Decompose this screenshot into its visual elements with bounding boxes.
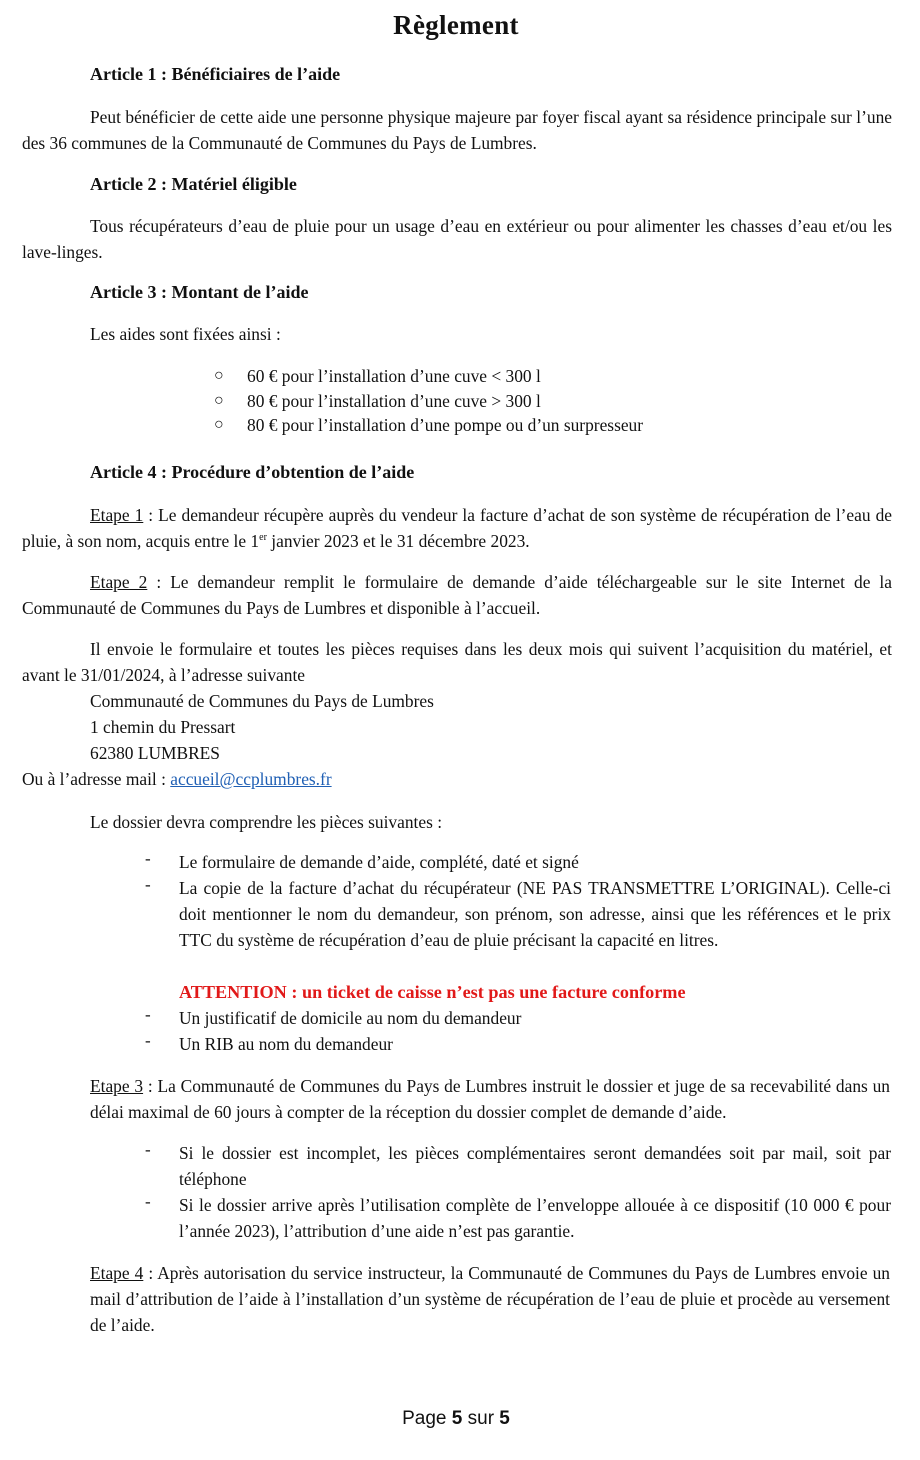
- list-item: 60 € pour l’installation d’une cuve < 300 l: [247, 366, 541, 386]
- dash-bullet-icon: -: [145, 849, 151, 868]
- dash-bullet-icon: -: [145, 1140, 151, 1159]
- list-item: Un RIB au nom du demandeur: [179, 1034, 393, 1054]
- list-item: 80 € pour l’installation d’une cuve > 300 l: [247, 391, 541, 411]
- article-2-body: Tous récupérateurs d’eau de pluie pour un usage d’eau en extérieur ou pour alimenter les chasses d’eau et/ou les lave-linges.: [22, 216, 892, 262]
- etape-1-label: Etape 1: [90, 505, 144, 525]
- page-number: Page 5 sur 5: [402, 1408, 510, 1429]
- email-link[interactable]: accueil@ccplumbres.fr: [170, 769, 332, 789]
- page-title: Règlement: [393, 10, 519, 40]
- circle-bullet-icon: ○: [214, 416, 224, 433]
- mail-line: Ou à l’adresse mail : accueil@ccplumbres.fr: [22, 769, 332, 789]
- circle-bullet-icon: ○: [214, 367, 224, 384]
- article-2-heading: Article 2 : Matériel éligible: [90, 174, 297, 194]
- attention-warning: ATTENTION : un ticket de caisse n’est pas une facture conforme: [179, 982, 686, 1002]
- etape-1-paragraph: Etape 1 : Le demandeur récupère auprès du vendeur la facture d’achat de son système de récupération de l’eau de pluie, à son nom, acquis entre le 1er janvier 2023 et le 31 décembre 2023.: [22, 505, 892, 551]
- circle-bullet-icon: ○: [214, 392, 224, 409]
- article-3-heading: Article 3 : Montant de l’aide: [90, 282, 309, 302]
- list-item: Si le dossier est incomplet, les pièces complémentaires seront demandées soit par mail, soit par téléphone: [179, 1143, 891, 1189]
- article-1-body: Peut bénéficier de cette aide une personne physique majeure par foyer fiscal ayant sa résidence principale sur l’une des 36 communes de la Communauté de Communes du Pays de Lumbres.: [22, 107, 892, 153]
- etape-2-paragraph: Etape 2 : Le demandeur remplit le formulaire de demande d’aide téléchargeable sur le site Internet de la Communauté de Communes du Pays de Lumbres et disponible à l’accueil.: [22, 572, 892, 618]
- list-item: La copie de la facture d’achat du récupérateur (NE PAS TRANSMETTRE L’ORIGINAL). Celle-ci doit mentionner le nom du demandeur, son prénom, son adresse, ainsi que les références et le prix TTC du système de récupération d’eau de pluie précisant la capacité en litres.: [179, 878, 891, 950]
- list-item: Un justificatif de domicile au nom du demandeur: [179, 1008, 522, 1028]
- dash-bullet-icon: -: [145, 875, 151, 894]
- envoi-paragraph: Il envoie le formulaire et toutes les pièces requises dans les deux mois qui suivent l’acquisition du matériel, et avant le 31/01/2024, à l’adresse suivante: [22, 639, 892, 685]
- article-1-heading: Article 1 : Bénéficiaires de l’aide: [90, 64, 341, 84]
- article-4-heading: Article 4 : Procédure d’obtention de l’aide: [90, 462, 415, 482]
- address-line: 1 chemin du Pressart: [90, 717, 236, 737]
- address-line: Communauté de Communes du Pays de Lumbres: [90, 691, 434, 711]
- dash-bullet-icon: -: [145, 1031, 151, 1050]
- etape-2-label: Etape 2: [90, 572, 148, 592]
- list-item: Si le dossier arrive après l’utilisation complète de l’enveloppe allouée à ce dispositif (10 000 € pour l’année 2023), l’attribution d’une aide n’est pas garantie.: [179, 1195, 891, 1241]
- dash-bullet-icon: -: [145, 1005, 151, 1024]
- etape-3-paragraph: Etape 3 : La Communauté de Communes du Pays de Lumbres instruit le dossier et juge de sa recevabilité dans un délai maximal de 60 jours à compter de la réception du dossier complet de demande d’aide.: [90, 1076, 890, 1122]
- etape-3-label: Etape 3: [90, 1076, 144, 1096]
- etape-4-paragraph: Etape 4 : Après autorisation du service instructeur, la Communauté de Communes du Pays de Lumbres envoie un mail d’attribution de l’aide à l’installation d’un système de récupération de l’eau de pluie et procède au versement de l’aide.: [90, 1263, 890, 1335]
- dash-bullet-icon: -: [145, 1192, 151, 1211]
- address-line: 62380 LUMBRES: [90, 743, 220, 763]
- list-item: 80 € pour l’installation d’une pompe ou d’un surpresseur: [247, 415, 644, 435]
- list-item: Le formulaire de demande d’aide, complété, daté et signé: [179, 852, 579, 872]
- dossier-intro: Le dossier devra comprendre les pièces suivantes :: [90, 812, 443, 832]
- etape-4-label: Etape 4: [90, 1263, 144, 1283]
- article-3-intro: Les aides sont fixées ainsi :: [90, 324, 281, 344]
